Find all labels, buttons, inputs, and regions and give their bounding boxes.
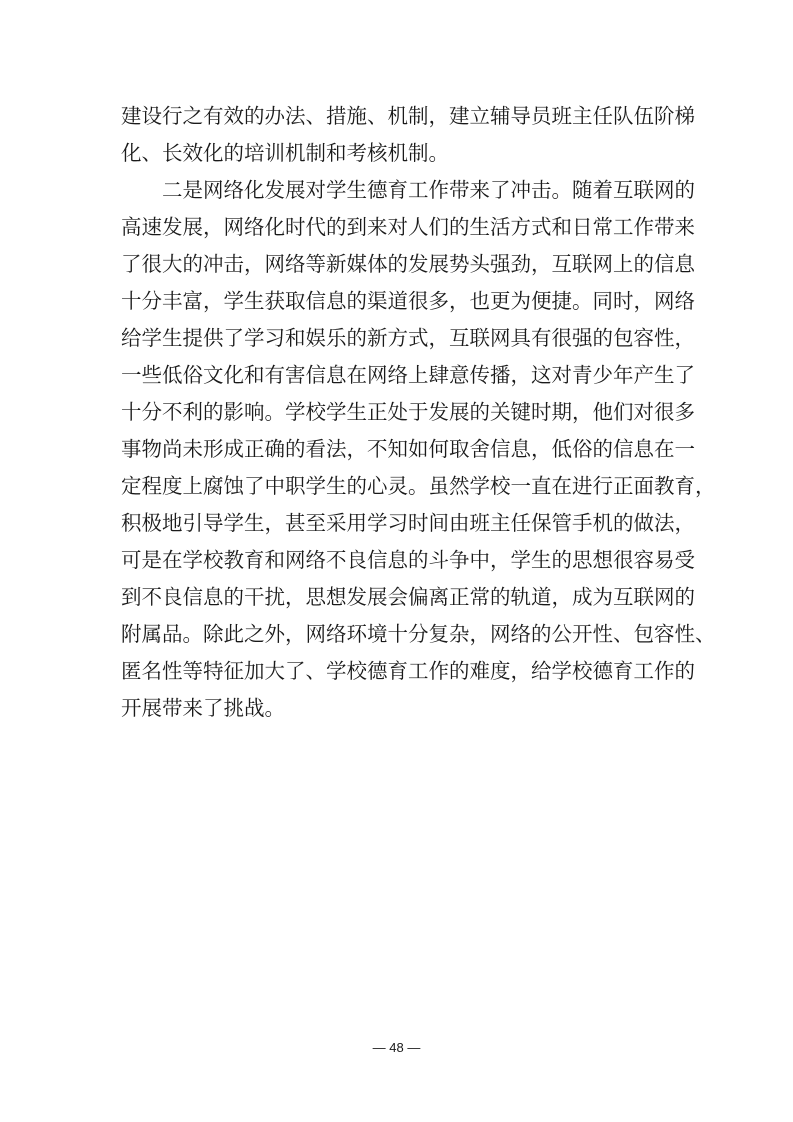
text-line: 到不良信息的干扰，思想发展会偏离正常的轨道，成为互联网的 — [121, 585, 695, 609]
text-line: 十分丰富，学生获取信息的渠道很多，也更为便捷。同时，网络 — [121, 289, 695, 313]
text-line: 二是网络化发展对学生德育工作带来了冲击。随着互联网的 — [162, 178, 695, 202]
text-line: 一些低俗文化和有害信息在网络上肆意传播，这对青少年产生了 — [121, 363, 695, 387]
text-line: 了很大的冲击，网络等新媒体的发展势头强劲，互联网上的信息 — [121, 252, 695, 276]
text-line: 化、长效化的培训机制和考核机制。 — [121, 141, 449, 165]
paragraph — [121, 172, 716, 727]
text-line: 建设行之有效的办法、措施、机制，建立辅导员班主任队伍阶梯 — [121, 104, 695, 128]
text-line: 事物尚未形成正确的看法，不知如何取舍信息，低俗的信息在一 — [121, 437, 695, 461]
text-line: 给学生提供了学习和娱乐的新方式，互联网具有很强的包容性， — [121, 326, 695, 350]
page-number: — 48 — — [372, 1040, 421, 1055]
text-line: 积极地引导学生，甚至采用学习时间由班主任保管手机的做法， — [121, 511, 695, 535]
text-line: 匿名性等特征加大了、学校德育工作的难度，给学校德育工作的 — [121, 659, 695, 683]
text-line: 定程度上腐蚀了中职学生的心灵。虽然学校一直在进行正面教育， — [121, 474, 716, 498]
text-line: 附属品。除此之外，网络环境十分复杂，网络的公开性、包容性、 — [121, 622, 716, 646]
text-line: 高速发展，网络化时代的到来对人们的生活方式和日常工作带来 — [121, 215, 695, 239]
text-line: 可是在学校教育和网络不良信息的斗争中，学生的思想很容易受 — [121, 548, 695, 572]
text-line: 开展带来了挑战。 — [121, 696, 285, 720]
body-text — [121, 98, 716, 727]
paragraph — [121, 98, 695, 172]
text-line: 十分不利的影响。学校学生正处于发展的关键时期，他们对很多 — [121, 400, 695, 424]
